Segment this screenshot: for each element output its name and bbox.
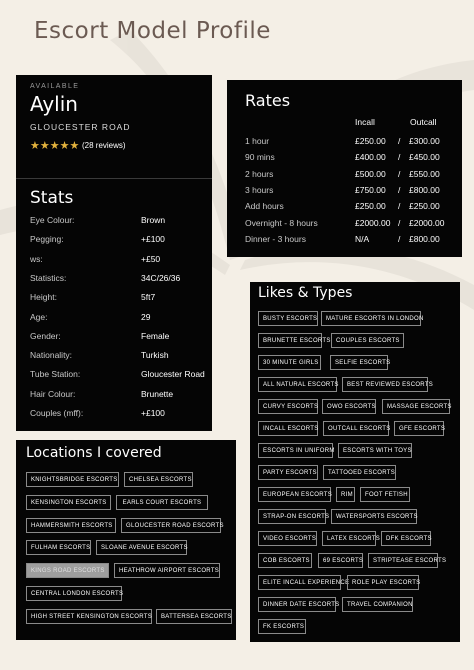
rate-separator: /	[398, 184, 401, 195]
stat-value: 34C/26/36	[141, 272, 181, 283]
rate-outcall-price: £300.00	[409, 136, 440, 146]
reviews-link[interactable]: (28 reviews)	[82, 141, 126, 150]
stat-row	[30, 292, 210, 306]
likes-tag[interactable]: 69 ESCORTS	[318, 553, 363, 568]
stat-value: +£50	[141, 253, 161, 264]
rate-outcall-price: £250.00	[409, 201, 440, 212]
stat-row	[30, 254, 210, 268]
stat-value: Brown	[141, 215, 166, 225]
likes-tag[interactable]: GFE ESCORTS	[394, 421, 444, 436]
location-tag[interactable]: BATTERSEA ESCORTS	[156, 609, 232, 624]
stat-value: Gloucester Road	[141, 369, 205, 380]
rate-incall-price: £250.00	[355, 201, 386, 212]
rate-duration: 90 mins	[245, 152, 275, 163]
rates-panel	[227, 80, 462, 257]
stat-value: 29	[141, 311, 151, 322]
stat-label: Tube Station:	[30, 369, 81, 380]
page-title: Escort Model Profile	[34, 18, 271, 44]
location-tag[interactable]: FULHAM ESCORTS	[26, 540, 91, 555]
stat-value: +£100	[141, 234, 165, 245]
locations-title: Locations I covered	[26, 445, 162, 461]
likes-tag[interactable]: STRIPTEASE ESCORTS	[368, 553, 438, 568]
rate-incall-price: N/A	[355, 233, 370, 244]
rate-row	[245, 152, 460, 166]
rate-duration: Dinner - 3 hours	[245, 233, 306, 244]
rate-separator: /	[398, 168, 401, 179]
likes-tag[interactable]: CURVY ESCORTS	[258, 399, 318, 414]
rate-row	[245, 169, 460, 183]
stat-value: +£100	[141, 408, 165, 418]
likes-tag[interactable]: MATURE ESCORTS IN LONDON	[321, 311, 421, 326]
stat-label: Nationality:	[30, 350, 73, 361]
likes-tag[interactable]: ROLE PLAY ESCORTS	[347, 575, 419, 590]
location-tag[interactable]: KINGS ROAD ESCORTS	[26, 563, 109, 578]
likes-tag[interactable]: DFK ESCORTS	[381, 531, 431, 546]
likes-tag[interactable]: OUTCALL ESCORTS	[323, 421, 389, 436]
incall-header: Incall	[355, 117, 375, 127]
likes-tag[interactable]: ESCORTS WITH TOYS	[338, 443, 412, 458]
outcall-header: Outcall	[410, 117, 437, 127]
likes-tag[interactable]: BEST REVIEWED ESCORTS	[342, 377, 428, 392]
likes-tag[interactable]: OWO ESCORTS	[322, 399, 376, 414]
stat-row	[30, 369, 210, 383]
likes-tag[interactable]: PARTY ESCORTS	[258, 465, 318, 480]
location-tag[interactable]: CENTRAL LONDON ESCORTS	[26, 586, 122, 601]
likes-tag[interactable]: MASSAGE ESCORTS	[382, 399, 450, 414]
likes-types-title: Likes & Types	[258, 285, 353, 301]
stat-row	[30, 408, 210, 422]
likes-tag[interactable]: RIM	[336, 487, 355, 502]
likes-tag[interactable]: WATERSPORTS ESCORTS	[331, 509, 417, 524]
availability-label: AVAILABLE	[30, 83, 80, 90]
location-tag[interactable]: KNIGHTSBRIDGE ESCORTS	[26, 472, 119, 487]
model-location: GLOUCESTER ROAD	[30, 122, 131, 132]
stat-label: Eye Colour:	[30, 215, 75, 225]
rates-title: Rates	[245, 91, 291, 110]
stat-label: Age:	[30, 311, 48, 322]
likes-tag[interactable]: ELITE INCALL EXPERIENCE	[258, 575, 341, 590]
likes-tag[interactable]: SELFIE ESCORTS	[330, 355, 388, 370]
rate-duration: Add hours	[245, 201, 284, 212]
stat-row	[30, 215, 210, 229]
location-tag[interactable]: KENSINGTON ESCORTS	[26, 495, 111, 510]
rate-incall-price: £2000.00	[355, 217, 391, 228]
stats-title: Stats	[30, 188, 74, 208]
rate-outcall-price: £2000.00	[409, 217, 445, 228]
location-tag[interactable]: CHELSEA ESCORTS	[124, 472, 193, 487]
stat-label: Statistics:	[30, 272, 67, 283]
stat-row	[30, 389, 210, 403]
rate-incall-price: £750.00	[355, 184, 386, 195]
stat-value: 5ft7	[141, 292, 156, 303]
likes-tag[interactable]: LATEX ESCORTS	[322, 531, 376, 546]
location-tag[interactable]: HAMMERSMITH ESCORTS	[26, 518, 116, 533]
likes-tag[interactable]: TRAVEL COMPANION	[342, 597, 413, 612]
location-tag[interactable]: EARLS COURT ESCORTS	[116, 495, 208, 510]
rate-separator: /	[398, 201, 401, 212]
likes-tag[interactable]: BUSTY ESCORTS	[258, 311, 318, 326]
stat-value: Turkish	[141, 350, 169, 361]
profile-panel	[16, 75, 212, 431]
rate-row	[245, 136, 460, 150]
divider	[16, 178, 212, 179]
rate-duration: 3 hours	[245, 184, 274, 195]
likes-tag[interactable]: COUPLES ESCORTS	[331, 333, 404, 348]
likes-tag[interactable]: BRUNETTE ESCORTS	[258, 333, 322, 348]
likes-tag[interactable]: DINNER DATE ESCORTS	[258, 597, 336, 612]
rate-duration: 1 hour	[245, 136, 270, 146]
likes-tag[interactable]: FK ESCORTS	[258, 619, 306, 634]
location-tag[interactable]: GLOUCESTER ROAD ESCORTS	[121, 518, 221, 533]
rate-outcall-price: £450.00	[409, 152, 440, 163]
rate-duration: Overnight - 8 hours	[245, 217, 318, 228]
rate-row	[245, 218, 460, 232]
likes-tag[interactable]: ALL NATURAL ESCORTS	[258, 377, 337, 392]
likes-tag[interactable]: TATTOOED ESCORTS	[323, 465, 396, 480]
location-tag[interactable]: SLOANE AVENUE ESCORTS	[96, 540, 187, 555]
likes-tag[interactable]: COB ESCORTS	[258, 553, 312, 568]
rate-row	[245, 185, 460, 199]
location-tag[interactable]: HEATHROW AIRPORT ESCORTS	[114, 563, 220, 578]
likes-tag[interactable]: FOOT FETISH	[360, 487, 410, 502]
stat-value: Female	[141, 330, 170, 341]
rate-outcall-price: £800.00	[409, 184, 440, 195]
stat-row	[30, 312, 210, 326]
stat-label: Height:	[30, 292, 57, 303]
likes-tag[interactable]: ESCORTS IN UNIFORM	[258, 443, 333, 458]
stat-value: Brunette	[141, 388, 174, 399]
stat-label: Couples (mff):	[30, 408, 84, 418]
likes-tag[interactable]: INCALL ESCORTS	[258, 421, 318, 436]
stat-row	[30, 331, 210, 345]
stat-label: Gender:	[30, 330, 61, 341]
model-name: Aylin	[30, 92, 78, 116]
stat-row	[30, 350, 210, 364]
rate-separator: /	[398, 233, 401, 244]
stat-label: Pegging:	[30, 234, 64, 245]
likes-types-panel	[250, 282, 460, 642]
rate-incall-price: £400.00	[355, 152, 386, 163]
stat-label: ws:	[30, 253, 43, 264]
rate-row	[245, 234, 460, 248]
rating-stars-icon: ★★★★★	[30, 140, 80, 152]
rate-duration: 2 hours	[245, 168, 274, 179]
likes-tag[interactable]: EUROPEAN ESCORTS	[258, 487, 331, 502]
stat-row	[30, 273, 210, 287]
rate-outcall-price: £550.00	[409, 168, 440, 179]
rate-separator: /	[398, 152, 401, 163]
rate-separator: /	[398, 136, 401, 146]
likes-tag[interactable]: STRAP-ON ESCORTS	[258, 509, 326, 524]
likes-tag[interactable]: VIDEO ESCORTS	[258, 531, 317, 546]
rate-separator: /	[398, 217, 401, 228]
likes-tag[interactable]: 30 MINUTE GIRLS	[258, 355, 321, 370]
stat-label: Hair Colour:	[30, 388, 76, 399]
locations-panel	[16, 440, 236, 640]
rate-outcall-price: £800.00	[409, 233, 440, 244]
location-tag[interactable]: HIGH STREET KENSINGTON ESCORTS	[26, 609, 152, 624]
rate-incall-price: £250.00	[355, 136, 386, 146]
rate-row	[245, 201, 460, 215]
rate-incall-price: £500.00	[355, 168, 386, 179]
stat-row	[30, 234, 210, 248]
